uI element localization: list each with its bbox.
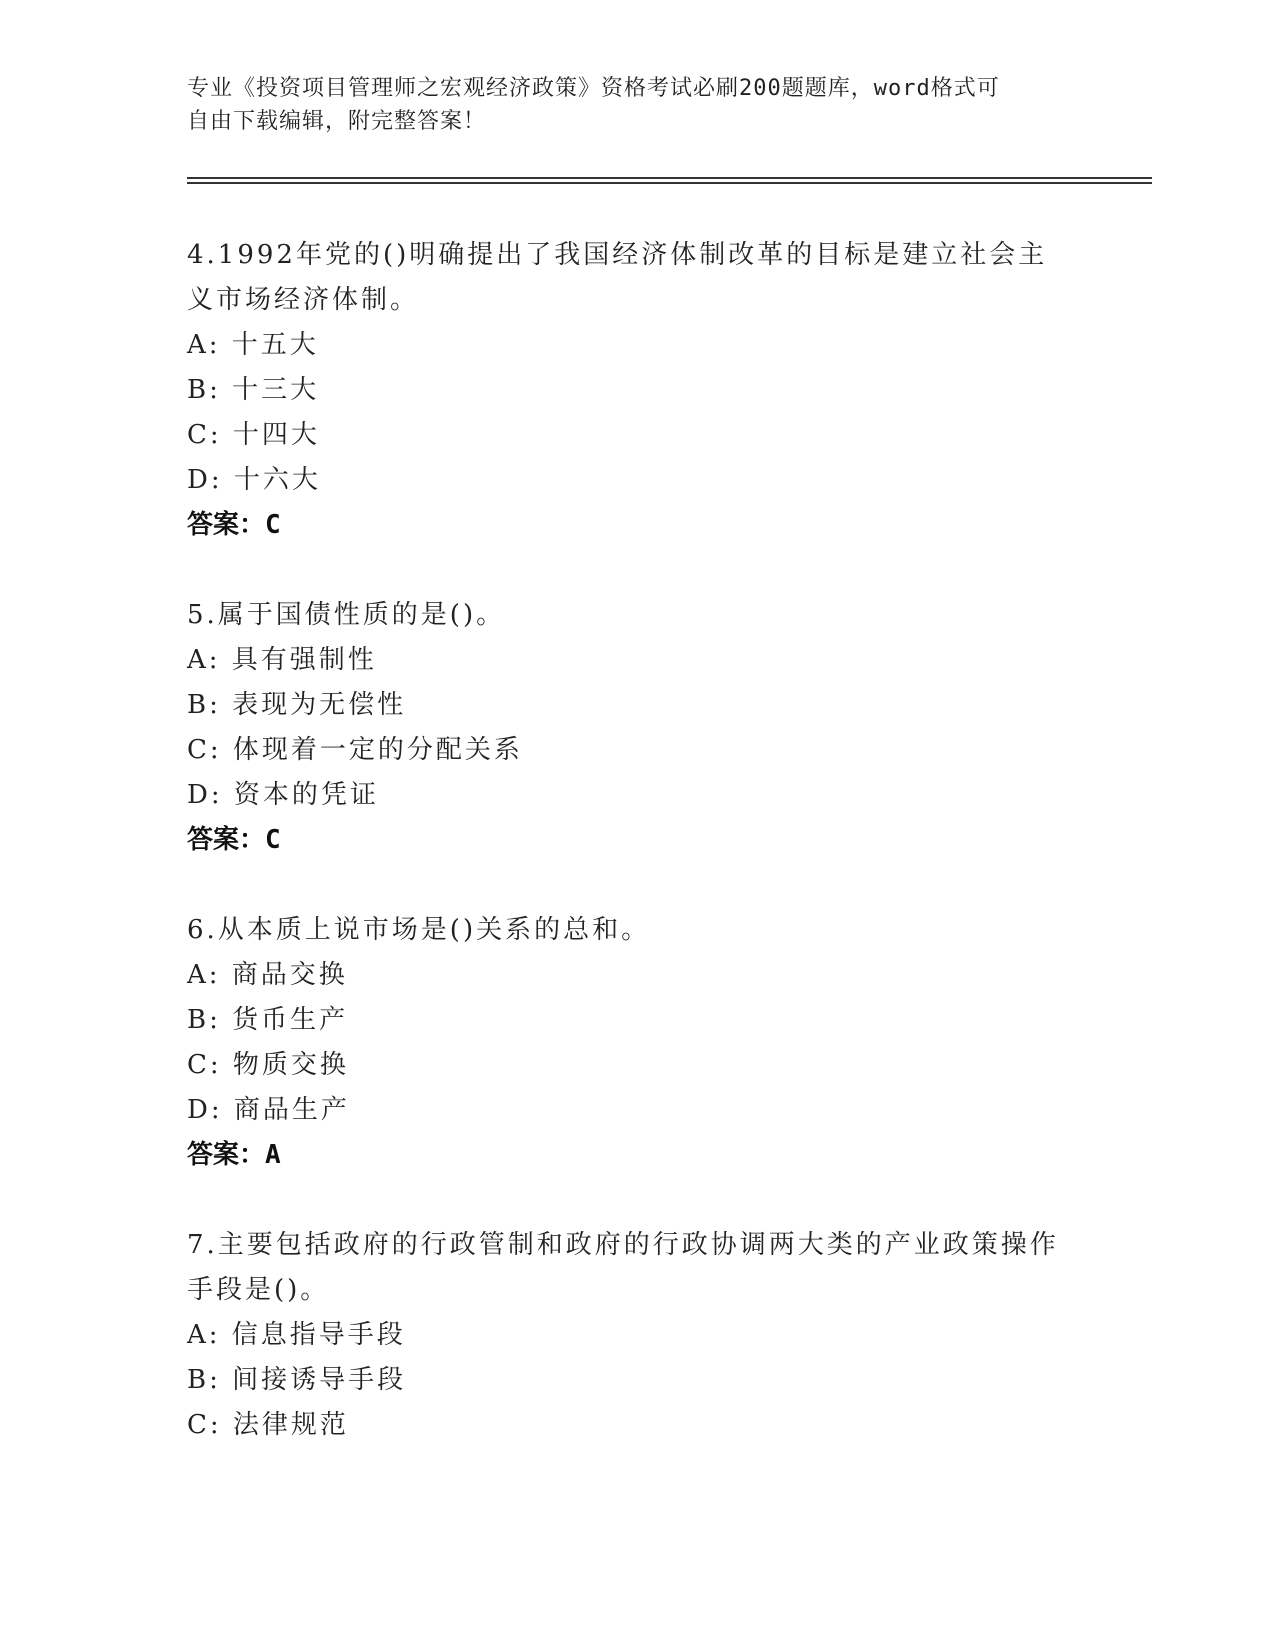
question-stem: 7.主要包括政府的行政管制和政府的行政协调两大类的产业政策操作手段是()。 xyxy=(187,1230,1059,1305)
option-b: B: 货币生产 xyxy=(187,1005,349,1035)
option-a: A: 信息指导手段 xyxy=(187,1320,406,1350)
header-title-line-1: 专业《投资项目管理师之宏观经济政策》资格考试必刷200题题库，word格式可 xyxy=(187,76,1000,101)
option-d: D: 商品生产 xyxy=(187,1095,350,1125)
question-list xyxy=(187,233,1067,1493)
option-c: C: 体现着一定的分配关系 xyxy=(187,735,523,765)
question-5 xyxy=(187,593,1067,863)
answer: 答案：C xyxy=(187,825,281,855)
option-c: C: 十四大 xyxy=(187,420,320,450)
option-c: C: 法律规范 xyxy=(187,1410,349,1440)
question-6 xyxy=(187,908,1067,1178)
option-d: D: 十六大 xyxy=(187,465,321,495)
answer: 答案：C xyxy=(187,510,281,540)
option-d: D: 资本的凭证 xyxy=(187,780,379,810)
question-stem: 6.从本质上说市场是()关系的总和。 xyxy=(187,915,651,945)
option-b: B: 间接诱导手段 xyxy=(187,1365,407,1395)
option-b: B: 表现为无偿性 xyxy=(187,690,407,720)
header-title-line-2: 自由下载编辑，附完整答案！ xyxy=(187,109,487,134)
question-4 xyxy=(187,233,1067,548)
option-a: A: 商品交换 xyxy=(187,960,348,990)
question-stem: 4.1992年党的()明确提出了我国经济体制改革的目标是建立社会主义市场经济体制。 xyxy=(187,240,1048,315)
answer: 答案：A xyxy=(187,1140,281,1170)
option-a: A: 十五大 xyxy=(187,330,319,360)
option-b: B: 十三大 xyxy=(187,375,320,405)
document-header xyxy=(187,72,1067,138)
option-a: A: 具有强制性 xyxy=(187,645,377,675)
question-stem: 5.属于国债性质的是()。 xyxy=(187,600,506,630)
header-divider-bottom xyxy=(187,182,1152,184)
header-divider-top xyxy=(187,177,1152,179)
option-c: C: 物质交换 xyxy=(187,1050,349,1080)
question-7 xyxy=(187,1223,1067,1448)
